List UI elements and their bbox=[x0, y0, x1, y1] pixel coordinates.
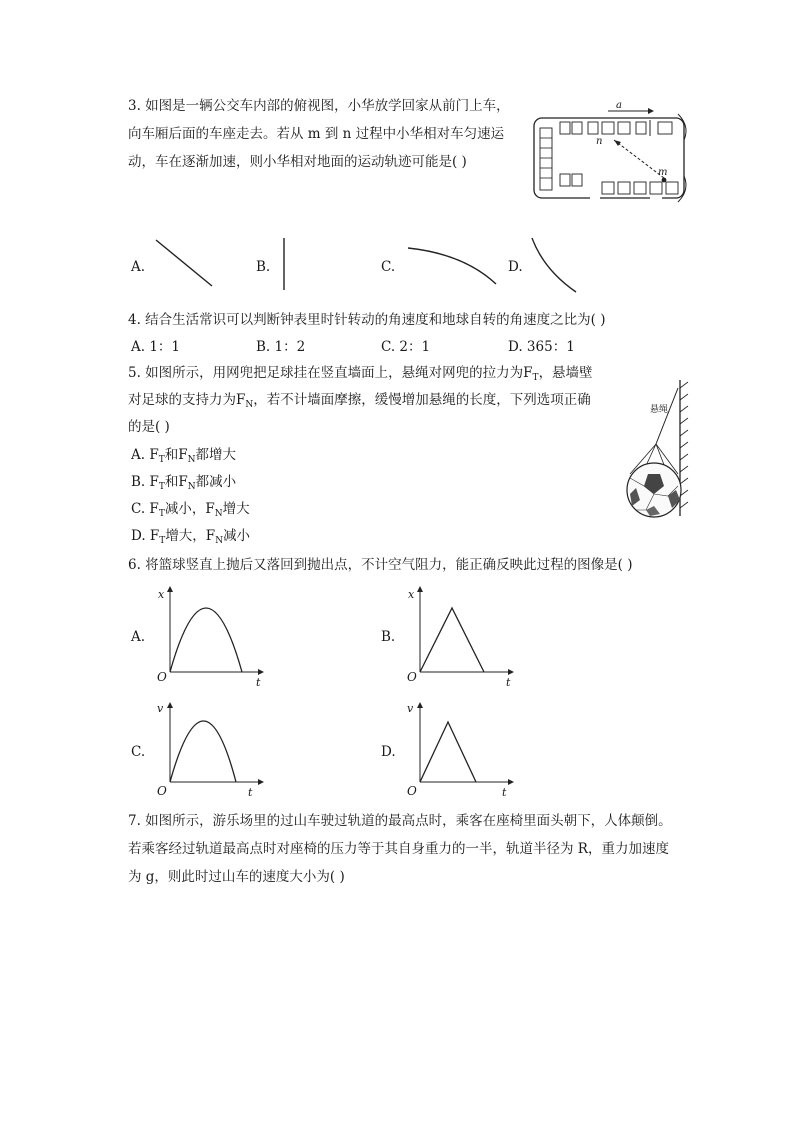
q6-a-ylabel: x bbox=[158, 588, 165, 601]
q6-c-xlabel: t bbox=[248, 786, 253, 799]
q5-stem-line1 bbox=[128, 363, 593, 388]
q3-stem-line1: 3. 如图是一辆公交车内部的俯视图，小华放学回家从前门上车， bbox=[128, 98, 510, 114]
q6-b-ylabel: x bbox=[408, 588, 415, 601]
q6-stem: 6. 将篮球竖直上抛后又落回到抛出点，不计空气阻力，能正确反映此过程的图像是( ) bbox=[128, 557, 633, 573]
q3-option-d-trajectory bbox=[528, 234, 588, 296]
q5-stem-line2 bbox=[128, 390, 591, 415]
q5-opt-a-post: 都增大 bbox=[195, 447, 236, 463]
q3-option-c[interactable]: C. bbox=[381, 259, 396, 275]
q3-bus-diagram bbox=[530, 100, 690, 208]
q5-football-figure bbox=[620, 378, 692, 520]
q5-opt-d-sub1: T bbox=[159, 536, 166, 546]
q7-stem-line2: 若乘客经过轨道最高点时对座椅的压力等于其自身重力的一半，轨道半径为 R，重力加速度 bbox=[128, 841, 669, 857]
q6-a-xlabel: t bbox=[256, 676, 261, 689]
q5-opt-a-sub1: T bbox=[158, 455, 165, 465]
q5-opt-a-pre: A. F bbox=[131, 447, 159, 463]
q4-option-a[interactable]: A. 1：1 bbox=[131, 339, 181, 355]
q6-option-d[interactable]: D. bbox=[381, 744, 396, 760]
q3-option-d[interactable]: D. bbox=[508, 259, 523, 275]
q5-line2-text: 对足球的支持力为F bbox=[128, 392, 246, 408]
q5-opt-d-sub2: N bbox=[215, 536, 224, 546]
q5-opt-c-sub2: N bbox=[214, 509, 223, 519]
q6-c-origin: O bbox=[157, 784, 167, 798]
q5-opt-c-sub1: T bbox=[158, 509, 165, 519]
q6-d-origin: O bbox=[407, 784, 417, 798]
q5-option-a[interactable] bbox=[131, 446, 236, 469]
q5-opt-d-mid: 增大，F bbox=[165, 528, 216, 544]
q5-option-b[interactable] bbox=[131, 473, 236, 496]
q6-option-b[interactable]: B. bbox=[381, 629, 396, 645]
q6-option-a[interactable]: A. bbox=[131, 629, 146, 645]
q5-opt-b-pre: B. F bbox=[131, 474, 159, 490]
q3-option-c-trajectory bbox=[402, 240, 502, 290]
q5-opt-b-mid: 和F bbox=[164, 474, 188, 490]
q5-option-d[interactable] bbox=[131, 527, 250, 550]
q3-accel-label: a bbox=[616, 100, 622, 111]
q5-line1-tail: ，悬墙壁 bbox=[538, 365, 593, 381]
q6-d-xlabel: t bbox=[502, 786, 507, 799]
q3-option-b[interactable]: B. bbox=[256, 259, 271, 275]
q6-d-ylabel: v bbox=[407, 702, 414, 715]
q3-point-m: m bbox=[658, 167, 668, 178]
q5-line2-tail: ，若不计墙面摩擦，缓慢增加悬绳的长度，下列选项正确 bbox=[253, 392, 591, 408]
q5-opt-d-pre: D. F bbox=[131, 528, 160, 544]
q5-opt-c-pre: C. F bbox=[131, 501, 159, 517]
q5-line1-text: 5. 如图所示，用网兜把足球挂在竖直墙面上，悬绳对网兜的拉力为F bbox=[128, 365, 533, 381]
q5-opt-b-sub2: N bbox=[187, 482, 196, 492]
q5-option-c[interactable] bbox=[131, 500, 250, 523]
q5-stem-line3: 的是( ) bbox=[128, 419, 170, 435]
q5-opt-c-post: 增大 bbox=[222, 501, 250, 517]
q3-stem-line2: 向车厢后面的车座走去。若从 m 到 n 过程中小华相对车匀速运 bbox=[128, 126, 505, 142]
q7-stem-line3: 为 g，则此时过山车的速度大小为( ) bbox=[128, 869, 345, 885]
q7-stem-line1: 7. 如图所示，游乐场里的过山车驶过轨道的最高点时，乘客在座椅里面头朝下，人体颠倒。 bbox=[128, 813, 672, 829]
q6-b-origin: O bbox=[407, 670, 417, 684]
q5-rope-label: 悬绳 bbox=[650, 405, 669, 415]
q3-stem-line3: 动，车在逐渐加速，则小华相对地面的运动轨迹可能是( ) bbox=[128, 154, 467, 170]
q5-opt-c-mid: 减小，F bbox=[164, 501, 215, 517]
q5-opt-d-post: 减小 bbox=[223, 528, 251, 544]
q3-point-n: n bbox=[596, 136, 603, 147]
q5-opt-a-mid: 和F bbox=[164, 447, 188, 463]
q4-option-c[interactable]: C. 2：1 bbox=[381, 339, 431, 355]
q4-option-b[interactable]: B. 1：2 bbox=[256, 339, 306, 355]
q6-option-c[interactable]: C. bbox=[131, 744, 146, 760]
q3-option-a-trajectory bbox=[150, 236, 220, 292]
q6-graph-a bbox=[158, 586, 268, 690]
q5-opt-b-post: 都减小 bbox=[195, 474, 237, 490]
q3-option-b-trajectory bbox=[276, 236, 296, 292]
q5-opt-a-sub2: N bbox=[187, 455, 196, 465]
q5-line2-sub: N bbox=[245, 400, 254, 410]
q4-option-d[interactable]: D. 365：1 bbox=[508, 339, 575, 355]
q6-b-xlabel: t bbox=[506, 676, 511, 689]
q3-option-a[interactable]: A. bbox=[131, 259, 146, 275]
q6-graph-b bbox=[408, 586, 518, 690]
q4-stem: 4. 结合生活常识可以判断钟表里时针转动的角速度和地球自转的角速度之比为( ) bbox=[128, 312, 606, 328]
q6-a-origin: O bbox=[157, 670, 167, 684]
q5-line1-sub: T bbox=[532, 373, 539, 383]
q6-c-ylabel: v bbox=[157, 702, 164, 715]
q5-opt-b-sub1: T bbox=[158, 482, 165, 492]
